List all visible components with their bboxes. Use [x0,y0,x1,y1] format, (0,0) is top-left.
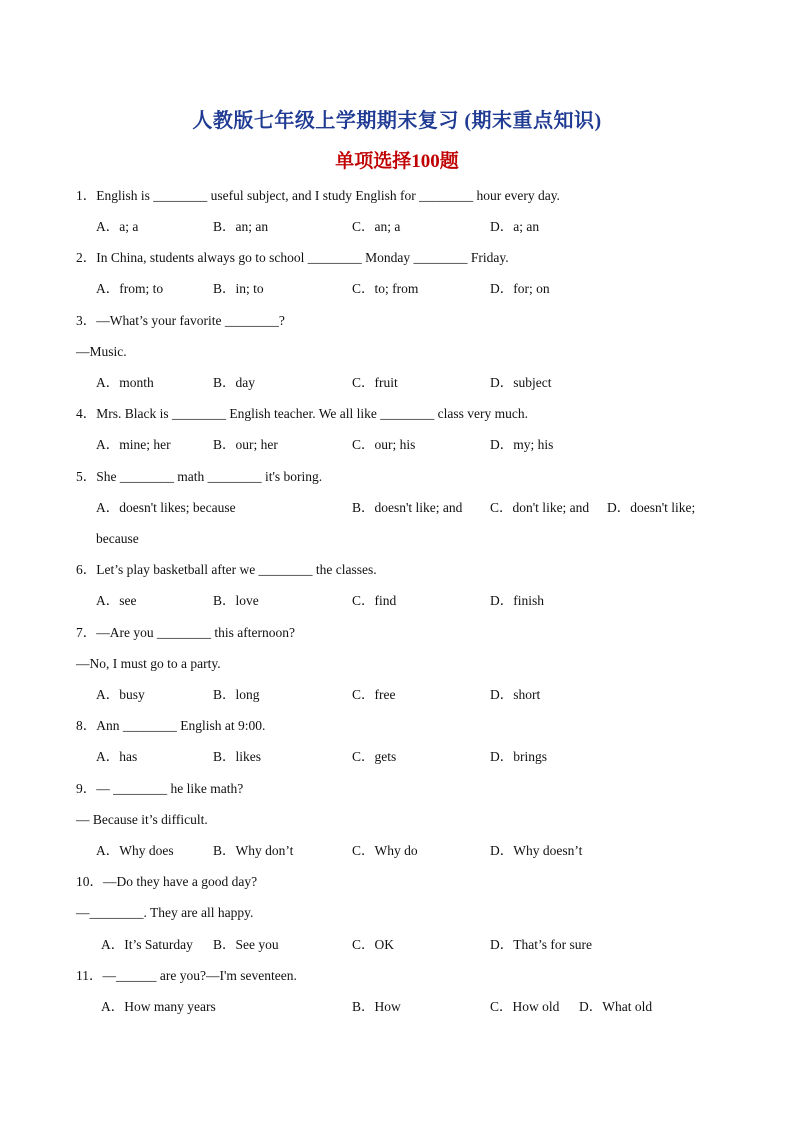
q7-option-d: D．short [490,687,541,702]
question-1-stem: 1．English is ________ useful subject, and I study English for ________ hour every day. [76,188,560,203]
q3-option-a: A．month [96,375,154,390]
q3-option-c: C．fruit [352,375,398,390]
q4-option-a: A．mine; her [96,437,171,452]
question-3-reply: —Music. [76,344,127,359]
q8-option-d: D．brings [490,749,547,764]
q9-option-b: B．Why don’t [213,843,294,858]
question-10-stem: 10．—Do they have a good day? [76,874,258,889]
question-4-stem: 4．Mrs. Black is ________ English teacher. We all like ________ class very much. [76,406,528,421]
question-5-stem: 5．She ________ math ________ it's boring. [76,469,323,484]
q1-option-c: C．an; a [352,219,401,234]
q5-option-d-continued: because [96,531,139,546]
q5-option-c: C．don't like; and [490,500,590,515]
q2-option-d: D．for; on [490,281,550,296]
q7-option-a: A．busy [96,687,145,702]
question-8-stem: 8．Ann ________ English at 9:00. [76,718,266,733]
q6-option-a: A．see [96,593,137,608]
q2-option-c: C．to; from [352,281,419,296]
q1-option-d: D．a; an [490,219,540,234]
q9-option-a: A．Why does [96,843,174,858]
q3-option-d: D．subject [490,375,552,390]
question-2-stem: 2．In China, students always go to school ________ Monday ________ Friday. [76,250,509,265]
q4-option-b: B．our; her [213,437,278,452]
page-subtitle: 单项选择100题 [335,151,459,172]
q7-option-c: C．free [352,687,396,702]
q9-option-d: D．Why doesn’t [490,843,583,858]
q7-option-b: B．long [213,687,260,702]
q9-option-c: C．Why do [352,843,418,858]
q11-option-b: B．How [352,999,401,1014]
q5-option-a: A．doesn't likes; because [96,500,236,515]
q8-option-a: A．has [96,749,138,764]
q11-option-a: A．How many years [101,999,216,1014]
question-11-stem: 11．—______ are you?—I'm seventeen. [76,968,297,983]
page-title: 人教版七年级上学期期末复习 (期末重点知识) [192,110,602,132]
q5-option-b: B．doesn't like; and [352,500,463,515]
question-3-stem: 3．—What’s your favorite ________? [76,313,285,328]
q4-option-d: D．my; his [490,437,554,452]
q10-option-c: C．OK [352,937,395,952]
q1-option-a: A．a; a [96,219,139,234]
q10-option-d: D．That’s for sure [490,937,592,952]
q6-option-d: D．finish [490,593,544,608]
q6-option-b: B．love [213,593,259,608]
question-9-reply: — Because it’s difficult. [76,812,208,827]
q2-option-a: A．from; to [96,281,164,296]
q4-option-c: C．our; his [352,437,416,452]
question-7-reply: —No, I must go to a party. [76,656,221,671]
q11-option-c: C．How old [490,999,560,1014]
q3-option-b: B．day [213,375,255,390]
q8-option-c: C．gets [352,749,397,764]
q11-option-d: D．What old [579,999,653,1014]
q1-option-b: B．an; an [213,219,269,234]
q8-option-b: B．likes [213,749,262,764]
question-10-reply: —________. They are all happy. [76,905,254,920]
question-9-stem: 9．— ________ he like math? [76,781,244,796]
q2-option-b: B．in; to [213,281,264,296]
q10-option-a: A．It’s Saturday [101,937,193,952]
q5-option-d: D．doesn't like; [607,500,696,515]
question-6-stem: 6．Let’s play basketball after we ________ the classes. [76,562,377,577]
q6-option-c: C．find [352,593,397,608]
question-7-stem: 7．—Are you ________ this afternoon? [76,625,295,640]
q10-option-b: B．See you [213,937,279,952]
